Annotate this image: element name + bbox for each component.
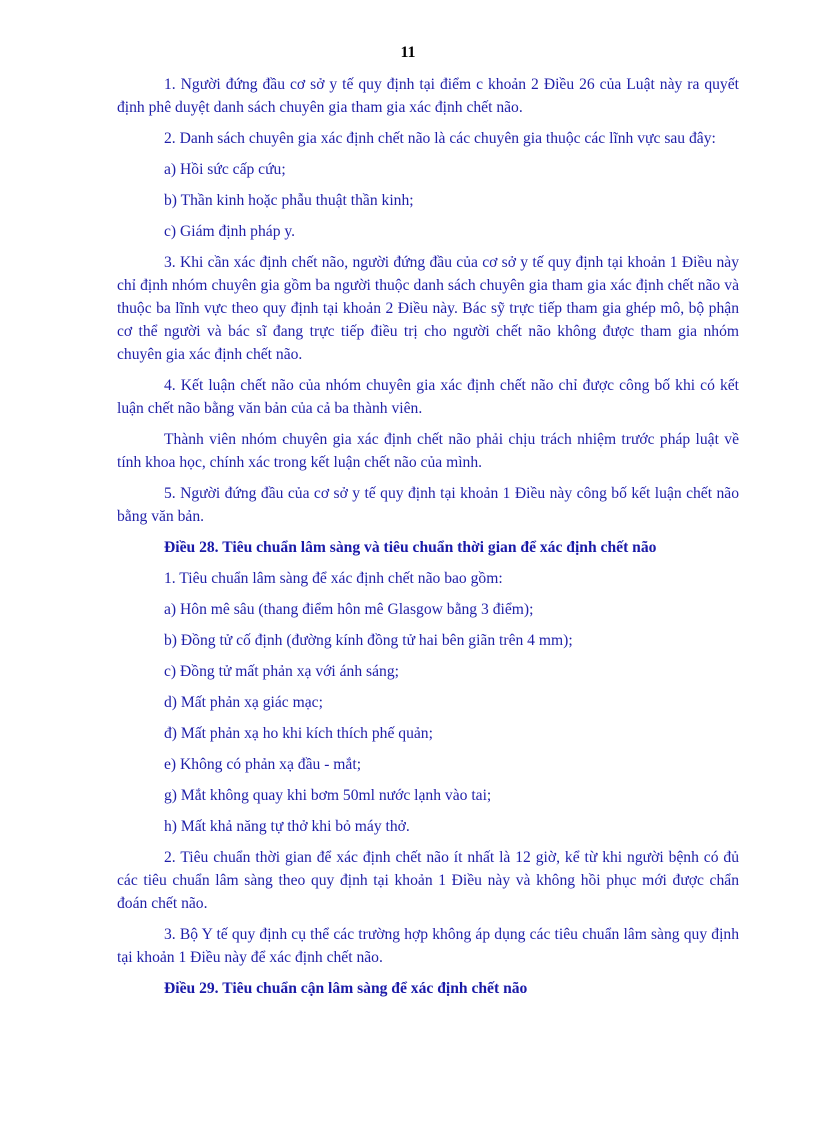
clause-5: 5. Người đứng đầu của cơ sở y tế quy định tại khoản 1 Điều này công bố kết luận chết não bằng văn bản. — [117, 485, 739, 525]
clause-3: 3. Bộ Y tế quy định cụ thể các trường hợp không áp dụng các tiêu chuẩn lâm sàng quy định tại khoản 1 Điều này để xác định chết não. — [117, 926, 739, 966]
clause-1: 1. Tiêu chuẩn lâm sàng để xác định chết não bao gồm: — [164, 570, 503, 587]
page-number: 11 — [400, 44, 416, 61]
list-item: đ) Mất phản xạ ho khi kích thích phế quản; — [164, 725, 433, 742]
list-item: d) Mất phản xạ giác mạc; — [164, 694, 323, 711]
clause-3: 3. Khi cần xác định chết não, người đứng đầu của cơ sở y tế quy định tại khoản 1 Điều này chỉ định nhóm chuyên gia gồm ba người thuộc danh sách chuyên gia tham gia xác định chết não và thuộc ba lĩnh vực theo quy định tại khoản 2 Điều này. Bác sỹ trực tiếp tham gia ghép mô, bộ phận cơ thể người và bác sĩ đang trực tiếp điều trị cho người chết não không được tham gia nhóm chuyên gia xác định chết não. — [117, 254, 739, 363]
list-item: b) Thần kinh hoặc phẫu thuật thần kinh; — [164, 192, 414, 209]
document-body — [117, 73, 739, 1008]
article-29-heading: Điều 29. Tiêu chuẩn cận lâm sàng để xác định chết não — [164, 980, 528, 997]
article-28-heading: Điều 28. Tiêu chuẩn lâm sàng và tiêu chuẩn thời gian để xác định chết não — [164, 539, 657, 556]
clause-4-continued: Thành viên nhóm chuyên gia xác định chết não phải chịu trách nhiệm trước pháp luật về tính khoa học, chính xác trong kết luận chết não của mình. — [117, 431, 739, 471]
clause-1: 1. Người đứng đầu cơ sở y tế quy định tại điểm c khoản 2 Điều 26 của Luật này ra quyết định phê duyệt danh sách chuyên gia tham gia xác định chết não. — [117, 76, 739, 116]
list-item: c) Đồng tử mất phản xạ với ánh sáng; — [164, 663, 399, 680]
clause-2: 2. Danh sách chuyên gia xác định chết não là các chuyên gia thuộc các lĩnh vực sau đây: — [164, 130, 716, 147]
list-item: g) Mắt không quay khi bơm 50ml nước lạnh vào tai; — [164, 787, 492, 804]
list-item: a) Hồi sức cấp cứu; — [164, 161, 286, 178]
list-item: c) Giám định pháp y. — [164, 223, 296, 240]
list-item: e) Không có phản xạ đầu - mắt; — [164, 756, 362, 773]
list-item: b) Đồng tử cố định (đường kính đồng tử hai bên giãn trên 4 mm); — [164, 632, 573, 649]
list-item: a) Hôn mê sâu (thang điểm hôn mê Glasgow bằng 3 điểm); — [164, 601, 534, 618]
clause-2: 2. Tiêu chuẩn thời gian để xác định chết não ít nhất là 12 giờ, kể từ khi người bệnh có đủ các tiêu chuẩn lâm sàng theo quy định tại khoản 1 Điều này và không hồi phục mới được chẩn đoán chết não. — [117, 849, 739, 912]
clause-4: 4. Kết luận chết não của nhóm chuyên gia xác định chết não chỉ được công bố khi có kết luận chết não bằng văn bản của cả ba thành viên. — [117, 377, 739, 417]
list-item: h) Mất khả năng tự thở khi bỏ máy thở. — [164, 818, 410, 835]
